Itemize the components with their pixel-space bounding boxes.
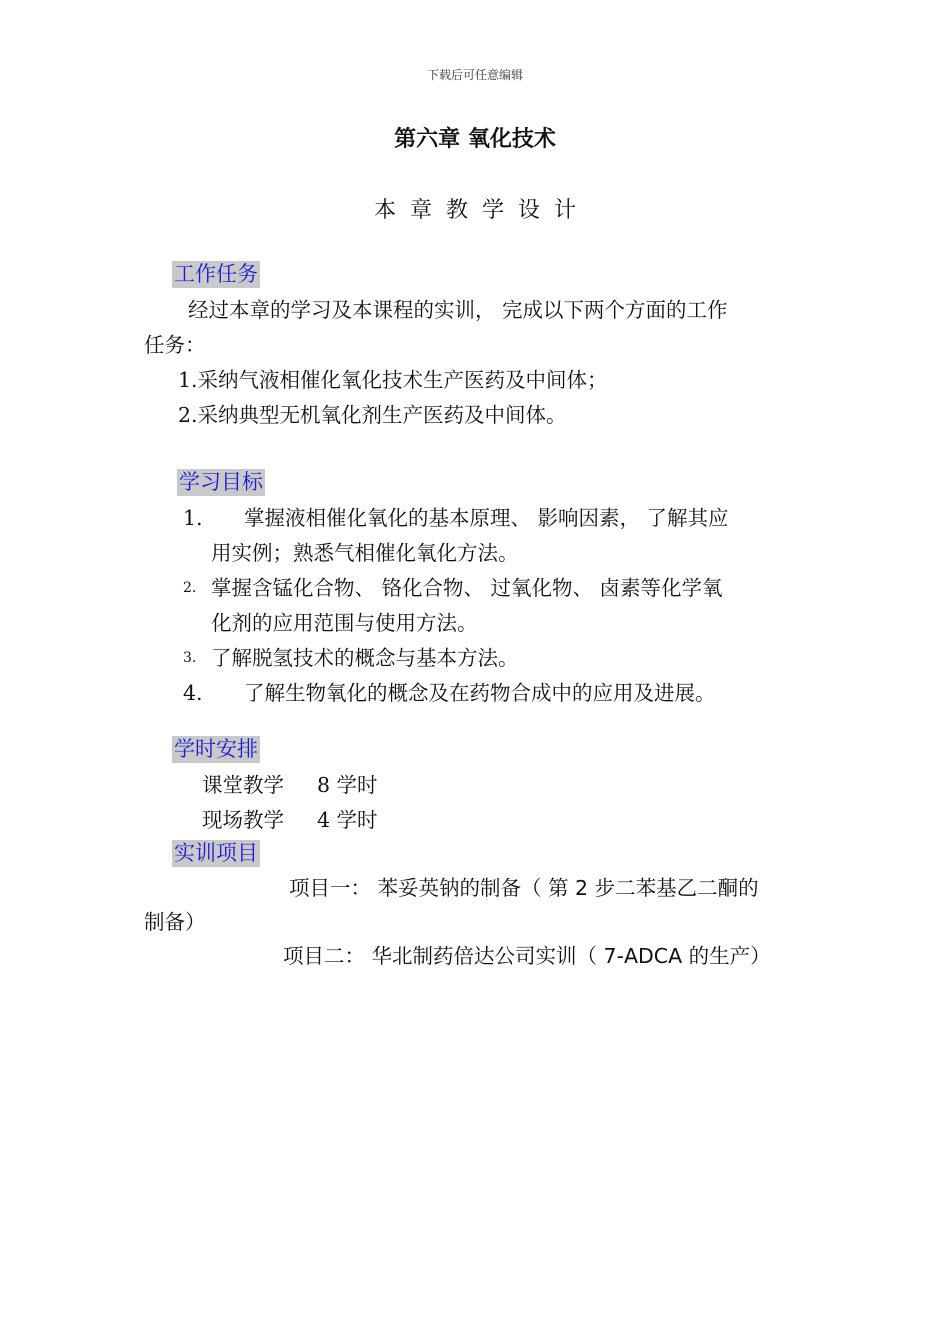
- training-heading: 实训项目: [174, 841, 258, 865]
- work-task-item: [178, 401, 567, 429]
- objective-number: 3.: [183, 650, 197, 666]
- item-number: 2.: [178, 403, 198, 427]
- work-task-intro: 经过本章的学习及本课程的实训， 完成以下两个方面的工作: [188, 298, 728, 322]
- chapter-title: 第六章 氧化技术: [394, 127, 556, 152]
- item-number: 1.: [178, 368, 198, 392]
- schedule-value: 4 学时: [317, 808, 378, 832]
- objective-text: 掌握含锰化合物、 铬化合物、 过氧化物、 卤素等化学氧: [211, 576, 723, 600]
- schedule-label: 现场教学: [202, 808, 284, 832]
- schedule-heading: 学时安排: [174, 737, 258, 761]
- project-one-cont: 制备）: [144, 910, 206, 934]
- objective-number: 4.: [183, 681, 203, 705]
- objective-text-cont: 化剂的应用范围与使用方法。: [211, 611, 478, 635]
- work-task-intro-cont: 任务：: [144, 333, 206, 357]
- schedule-label: 课堂教学: [202, 773, 284, 797]
- objective-number: 2.: [183, 580, 197, 596]
- item-text: 采纳典型无机氧化剂生产医药及中间体。: [197, 403, 567, 427]
- design-title: 本章教学设计: [373, 198, 590, 223]
- page-header: 下载后可任意编辑: [426, 68, 523, 82]
- schedule-value: 8 学时: [317, 773, 378, 797]
- objective-text: 掌握液相催化氧化的基本原理、 影响因素， 了解其应: [244, 506, 729, 530]
- objective-text: 了解脱氢技术的概念与基本方法。: [211, 646, 519, 670]
- work-task-heading: 工作任务: [174, 262, 258, 286]
- objective-number: 1.: [183, 506, 203, 530]
- item-text: 采纳气液相催化氧化技术生产医药及中间体；: [197, 368, 608, 392]
- objectives-heading: 学习目标: [179, 470, 263, 494]
- objective-text: 了解生物氧化的概念及在药物合成中的应用及进展。: [244, 681, 716, 705]
- project-one: 项目一： 苯妥英钠的制备（ 第 2 步二苯基乙二酮的: [289, 876, 759, 900]
- work-task-item: [178, 366, 608, 394]
- objective-text-cont: 用实例；熟悉气相催化氧化方法。: [211, 541, 519, 565]
- project-two: 项目二： 华北制药倍达公司实训（ 7-ADCA 的生产）: [283, 944, 771, 968]
